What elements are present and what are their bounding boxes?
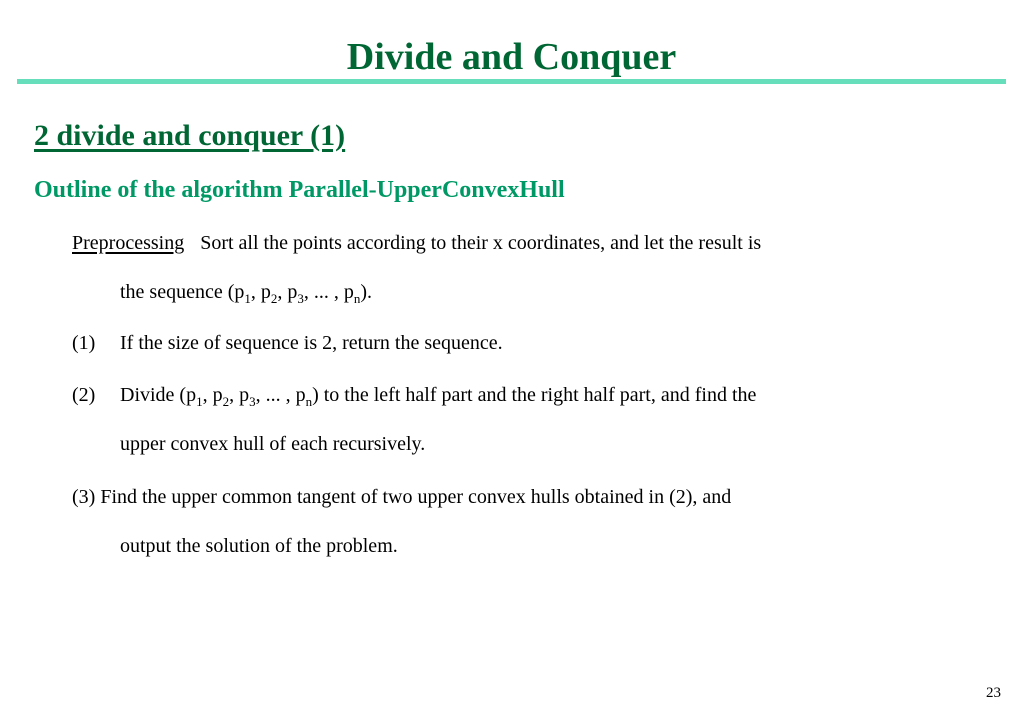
seq-text: the sequence (p bbox=[120, 281, 245, 303]
step-1 bbox=[72, 330, 503, 356]
subscript: 3 bbox=[297, 291, 304, 306]
subscript: 3 bbox=[249, 394, 256, 409]
subscript: 1 bbox=[244, 291, 251, 306]
step-2-line-1 bbox=[72, 382, 756, 408]
step-1-text: If the size of sequence is 2, return the sequence. bbox=[120, 332, 503, 354]
seq-text: ). bbox=[360, 281, 373, 303]
subscript: 2 bbox=[222, 394, 230, 409]
page-number: 23 bbox=[986, 685, 1001, 701]
step-3-line-2: output the solution of the problem. bbox=[120, 535, 398, 557]
preprocessing-line-2 bbox=[120, 279, 372, 305]
step-2-text: Divide (p bbox=[120, 384, 197, 406]
subscript: 2 bbox=[270, 291, 278, 306]
preprocessing-label: Preprocessing bbox=[72, 232, 185, 254]
subscript: n bbox=[353, 291, 361, 306]
step-1-number: (1) bbox=[72, 332, 96, 354]
seq-text: , p bbox=[277, 281, 298, 303]
preprocessing-text: Sort all the points according to their x coordinates, and let the result is bbox=[200, 232, 762, 254]
step-2-text: , p bbox=[202, 384, 223, 406]
subscript: 1 bbox=[196, 394, 203, 409]
slide-title: Divide and Conquer bbox=[346, 36, 677, 78]
seq-text: , p bbox=[250, 281, 271, 303]
section-heading: 2 divide and conquer (1) bbox=[34, 119, 346, 152]
title-divider bbox=[17, 79, 1006, 84]
step-2-text: , p bbox=[229, 384, 250, 406]
algorithm-subtitle: Outline of the algorithm Parallel-UpperConvexHull bbox=[34, 177, 565, 203]
step-3-line-1: (3) Find the upper common tangent of two upper convex hulls obtained in (2), and bbox=[72, 486, 732, 508]
subscript: n bbox=[305, 394, 313, 409]
step-2-line-2: upper convex hull of each recursively. bbox=[120, 433, 426, 455]
step-2-number: (2) bbox=[72, 384, 96, 406]
step-2-text: , ... , p bbox=[255, 384, 306, 406]
step-2-text: ) to the left half part and the right half part, and find the bbox=[312, 384, 757, 406]
preprocessing-line-1 bbox=[72, 230, 761, 256]
seq-text: , ... , p bbox=[303, 281, 354, 303]
